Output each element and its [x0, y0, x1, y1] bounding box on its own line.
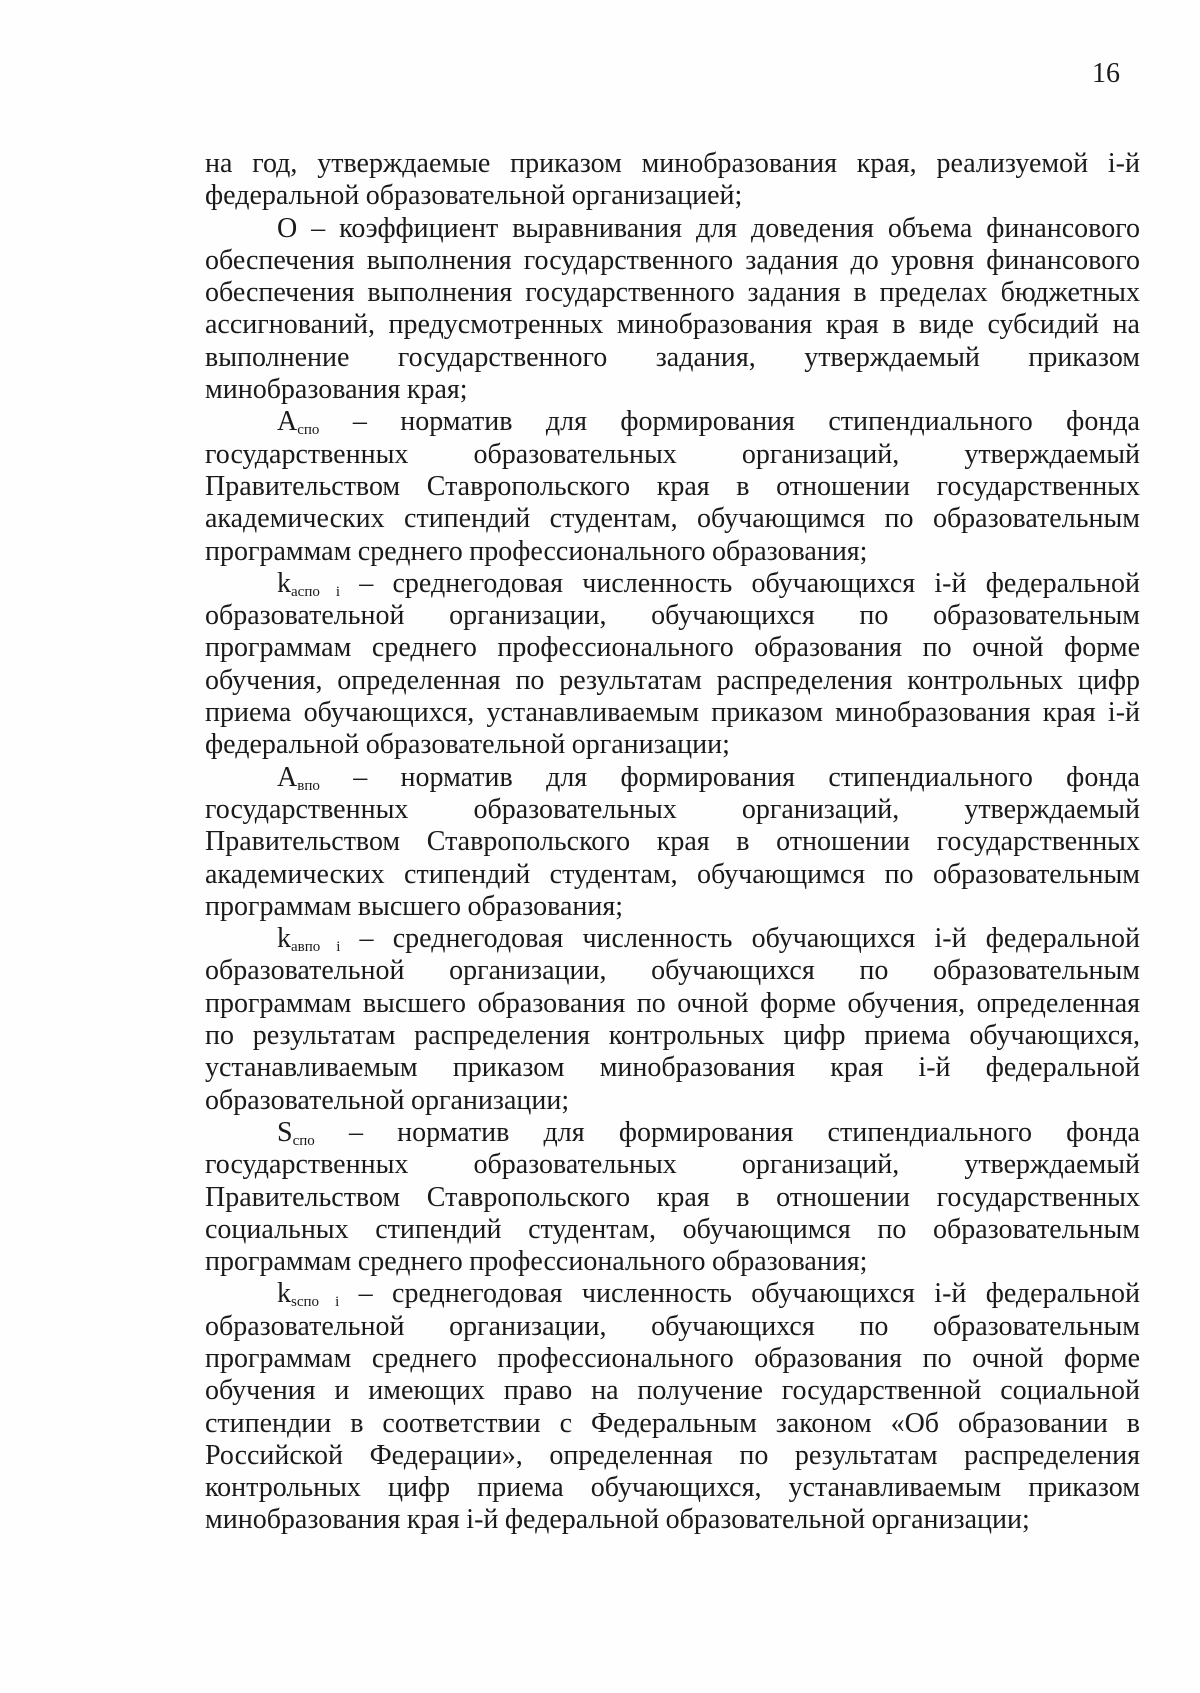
- paragraph-text: – среднегодовая численность обучающихся i-й федеральной образовательной организации, обучающихся по образовательным программам среднего профессионального образования по очной форме обучения, определенная по результатам распределения контрольных цифр приема обучающихся, устанавливаемым приказом минобразования края i-й федеральной образовательной организации;: [205, 567, 1140, 761]
- paragraph-text: – среднегодовая численность обучающихся i-й федеральной образовательной организации, обучающихся по образовательным программам среднего профессионального образования по очной форме обучения и имеющих право на получение государственной социальной стипендии в соответствии с Федеральным законом «Об образовании в Российской Федерации», определенная по результатам распределения контрольных цифр приема обучающихся, устанавливаемым приказом минобразования края i-й федеральной образовательной организации;: [205, 1278, 1140, 1536]
- paragraph-s-spo: [205, 1117, 1140, 1278]
- formula-subscript: спо: [292, 1132, 315, 1149]
- formula-subscript: впо: [297, 777, 320, 794]
- paragraph-text: – норматив для формирования стипендиального фонда государственных образовательных организаций, утверждаемый Правительством Ставропольского края в отношении государственных социальных стипендий студентам, обучающимся по образовательным программам среднего профессионального образования;: [205, 1116, 1140, 1278]
- paragraph-continuation: [205, 148, 1140, 213]
- page-number: 16: [1092, 58, 1120, 89]
- formula-subscript: аспо i: [291, 583, 341, 600]
- paragraph-a-vpo: [205, 762, 1140, 923]
- paragraph-k-avpo: [205, 923, 1140, 1117]
- formula-symbol: k: [277, 1278, 291, 1310]
- document-body: [205, 148, 1140, 1537]
- paragraph-k-sspo: [205, 1278, 1140, 1536]
- formula-symbol: k: [277, 567, 291, 599]
- formula-symbol: А: [277, 406, 298, 438]
- formula-symbol: k: [277, 923, 291, 955]
- paragraph-text: на год, утверждаемые приказом минобразования края, реализуемой i-й федеральной образовательной организацией;: [205, 148, 1140, 212]
- paragraph-text: О – коэффициент выравнивания для доведения объема финансового обеспечения выполнения государственного задания до уровня финансового обеспечения выполнения государственного задания в пределах бюджетных ассигнований, предусмотренных минобразования края в виде субсидий на выполнение государственного задания, утверждаемый приказом минобразования края;: [205, 212, 1140, 406]
- formula-symbol: S: [277, 1116, 293, 1148]
- paragraph-a-spo: [205, 406, 1140, 567]
- formula-symbol: А: [277, 761, 298, 793]
- paragraph-text: – норматив для формирования стипендиального фонда государственных образовательных организаций, утверждаемый Правительством Ставропольского края в отношении государственных академических стипендий студентам, обучающимся по образовательным программам среднего профессионального образования;: [205, 406, 1140, 567]
- paragraph-text: – среднегодовая численность обучающихся i-й федеральной образовательной организации, обучающихся по образовательным программам высшего образования по очной форме обучения, определенная по результатам распределения контрольных цифр приема обучающихся, устанавливаемым приказом минобразования края i-й федеральной образовательной организации;: [205, 923, 1140, 1116]
- paragraph-coefficient-o: [205, 213, 1140, 407]
- paragraph-k-aspo: [205, 568, 1140, 762]
- paragraph-text: – норматив для формирования стипендиального фонда государственных образовательных организаций, утверждаемый Правительством Ставропольского края в отношении государственных академических стипендий студентам, обучающимся по образовательным программам высшего образования;: [205, 761, 1140, 922]
- formula-subscript: авпо i: [291, 939, 341, 956]
- formula-subscript: спо: [297, 422, 320, 439]
- formula-subscript: sспо i: [291, 1294, 340, 1311]
